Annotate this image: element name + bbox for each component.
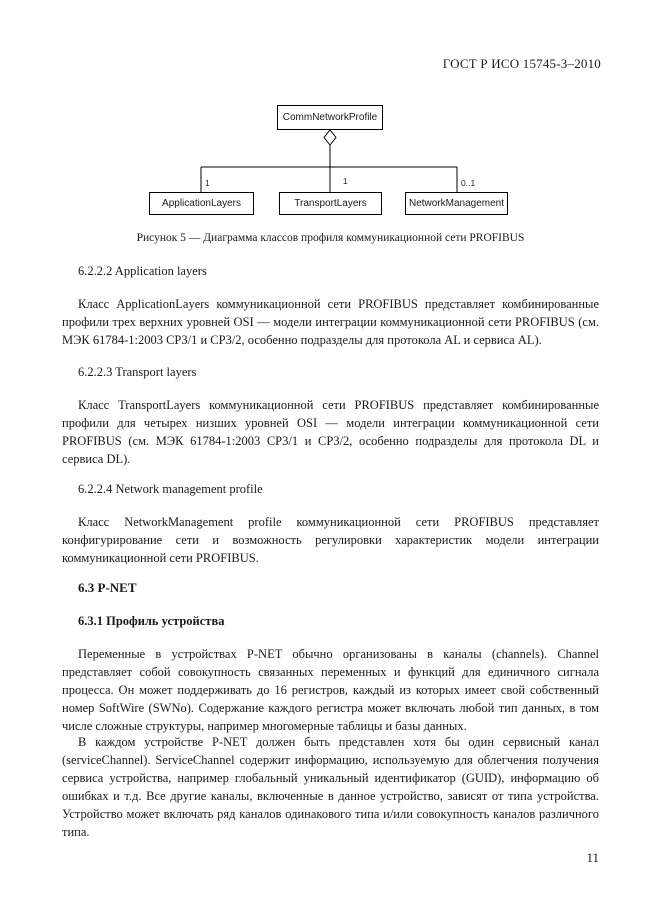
class-box-network-management: NetworkManagement xyxy=(405,192,508,215)
aggregation-diamond xyxy=(324,130,336,145)
class-box-application-layers: ApplicationLayers xyxy=(149,192,254,215)
section-heading-6222: 6.2.2.2 Application layers xyxy=(78,264,207,278)
section-heading-6223: 6.2.2.3 Transport layers xyxy=(78,365,197,379)
multiplicity-transport-layers: 1 xyxy=(343,176,348,186)
paragraph-631-service-channel: В каждом устройстве P-NET должен быть представлен хотя бы один сервисный канал (serviceChannel). ServiceChannel содержит информацию, используемую для облегчения получения сервиса устройства, например глобальный уникальный идентификатор (GUID), информацию об ошибках и т.д. Все другие каналы, включенные в данное устройство, зависят от типа устройства. Устройство может включать ряд каналов одинакового типа и/или совокупность каналов различного типа. xyxy=(62,735,599,839)
section-heading-631: 6.3.1 Профиль устройства xyxy=(78,614,225,628)
paragraph-6224: Класс NetworkManagement profile коммуникационной сети PROFIBUS представляет конфигурирование сети и возможность регулировки характеристик модели интеграции коммуникационной сети PROFIBUS. xyxy=(62,515,599,565)
figure-caption: Рисунок 5 — Диаграмма классов профиля коммуникационной сети PROFIBUS xyxy=(136,232,525,244)
multiplicity-network-management: 0..1 xyxy=(461,178,476,188)
class-box-transport-layers: TransportLayers xyxy=(279,192,382,215)
section-heading-6224: 6.2.2.4 Network management profile xyxy=(78,482,263,496)
paragraph-6222: Класс ApplicationLayers коммуникационной сети PROFIBUS представляет комбинированные профили трех верхних уровней OSI — модели интеграции коммуникационной сети PROFIBUS (см. МЭК 61784-1:2003 CP3/1 и CP3/2, особенно подразделы для протокола AL и сервиса AL). xyxy=(62,297,599,347)
section-heading-63: 6.3 P-NET xyxy=(78,580,137,595)
page-number: 11 xyxy=(586,850,599,865)
paragraph-631-channels: Переменные в устройствах P-NET обычно организованы в каналы (channels). Channel представляет собой совокупность связанных переменных и функций для единичного сигнала процесса. Он может поддерживать до 16 регистров, каждый из которых имеет свой собственный номер SoftWire (SWNo). Содержание каждого регистра может включать любой тип данных, в том числе сложные структуры, например многомерные таблицы и базы данных. xyxy=(62,647,599,733)
class-box-comm-network-profile: CommNetworkProfile xyxy=(277,105,383,130)
paragraph-6223: Класс TransportLayers коммуникационной сети PROFIBUS представляет комбинированные профили для четырех низших уровней OSI — модели интеграции коммуникационной сети PROFIBUS (см. МЭК 61784-1:2003 CP3/1 и CP3/2, особенно подразделы для протокола DL и сервиса DL). xyxy=(62,398,599,466)
document-header: ГОСТ Р ИСО 15745-3–2010 xyxy=(442,56,601,71)
multiplicity-application-layers: 1 xyxy=(205,178,210,188)
